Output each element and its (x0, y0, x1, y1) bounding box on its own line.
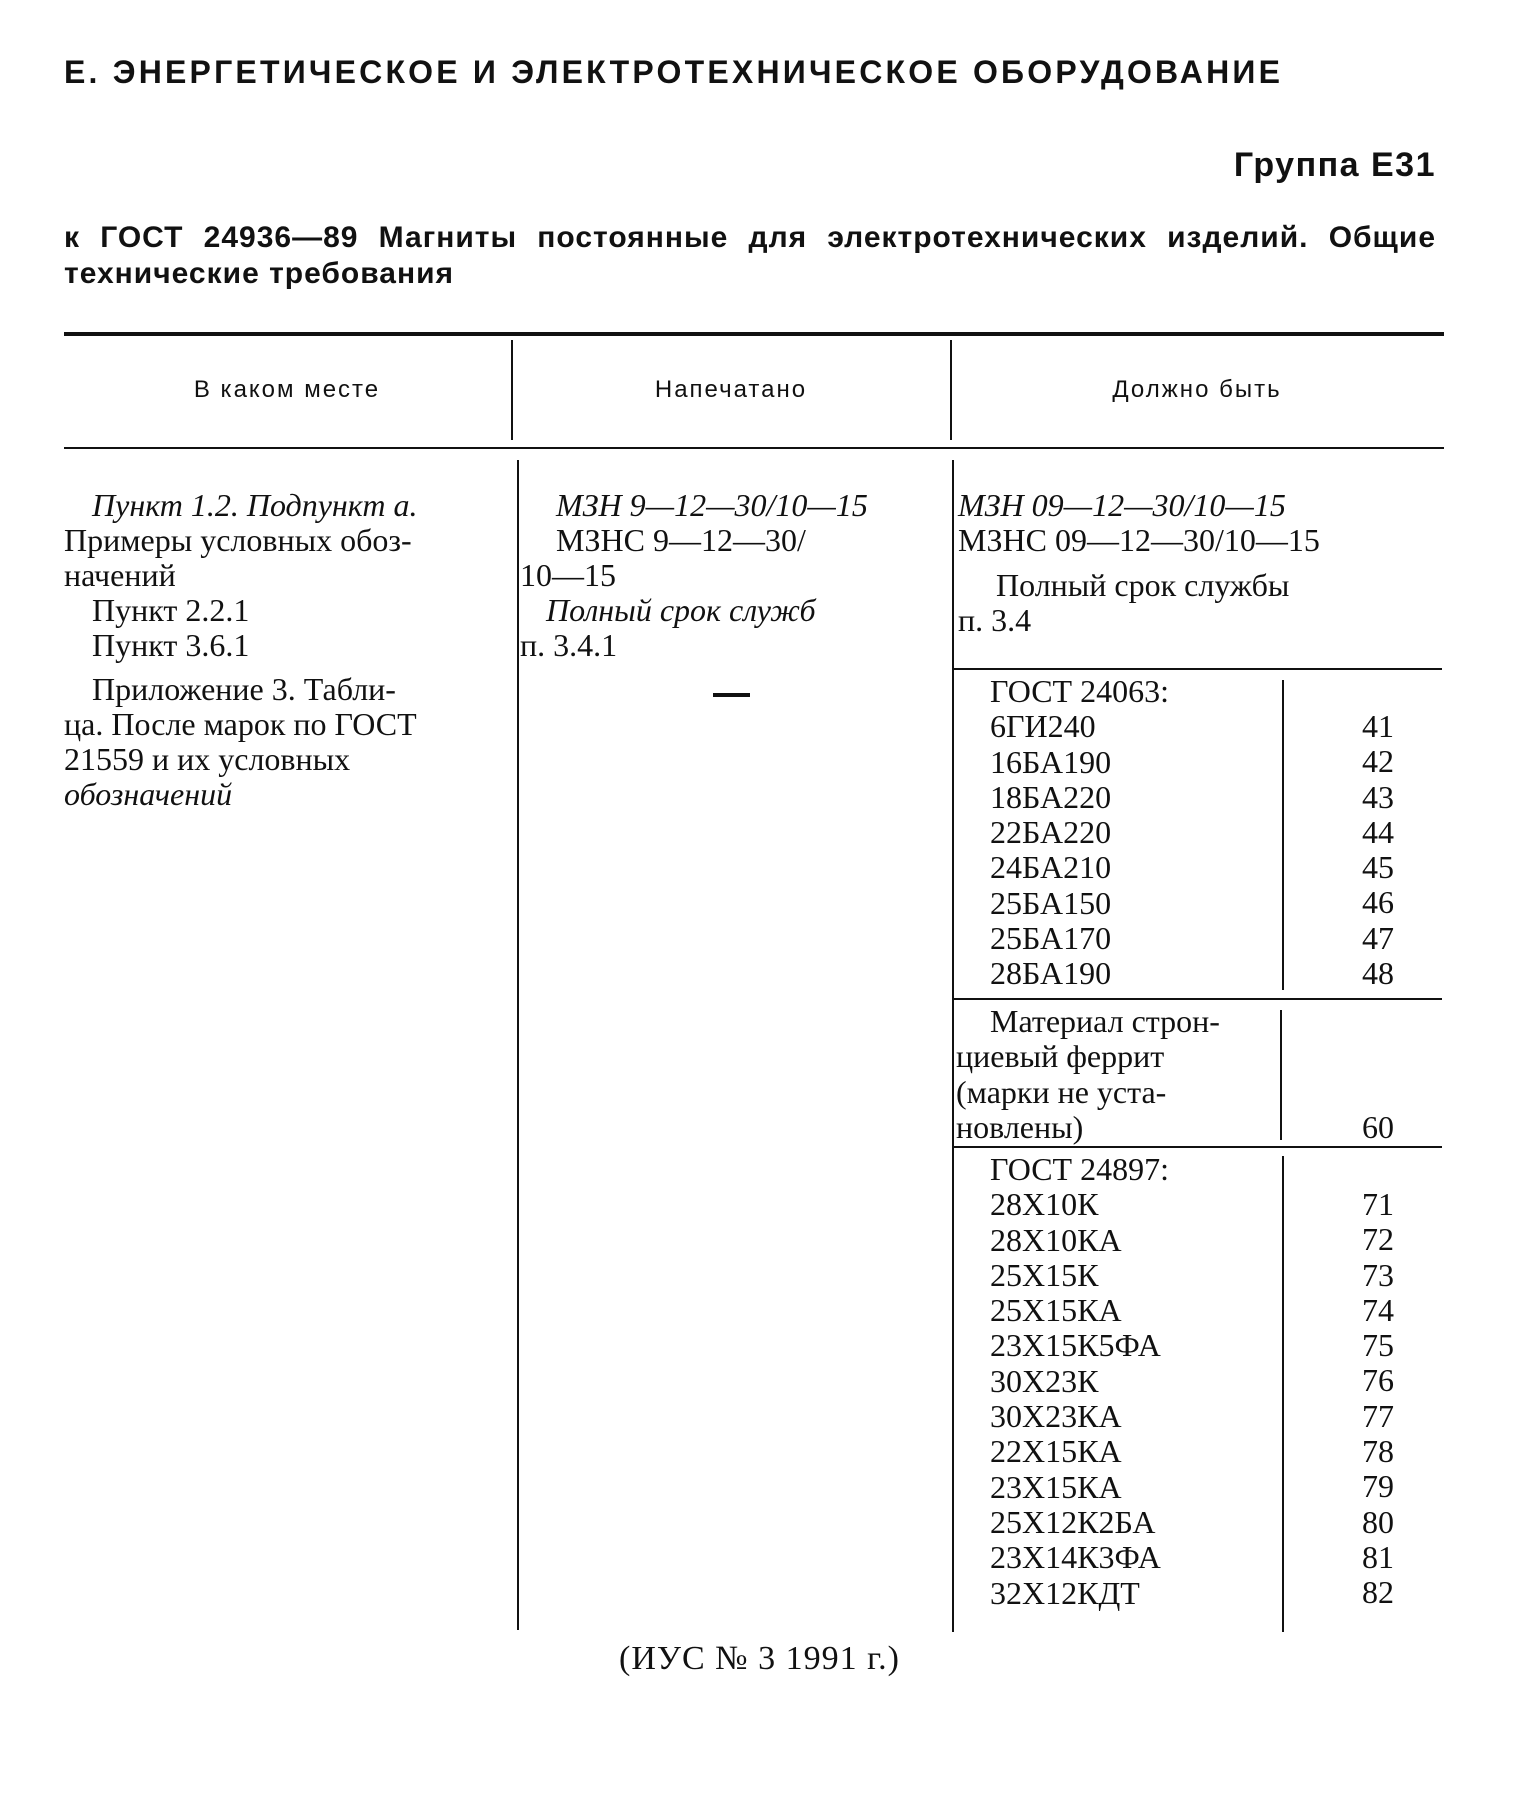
subtable-rule-3 (954, 1146, 1442, 1148)
list-item: 23Х15К5ФА (990, 1327, 1161, 1364)
list-item: 16БА190 (990, 743, 1112, 780)
list-item-code: 76 (1362, 1362, 1394, 1399)
gost-24063-title: ГОСТ 24063: (990, 673, 1169, 709)
subtable-divider-3 (1282, 1156, 1284, 1632)
list-item-code: 78 (1362, 1433, 1394, 1470)
list-item-code: 46 (1362, 884, 1394, 921)
column-divider-1-body (517, 460, 519, 1630)
location-cell (64, 488, 480, 812)
subtable-divider-1 (1282, 680, 1284, 990)
list-item: 22Х15КА (990, 1433, 1122, 1470)
subtable-rule-1 (954, 668, 1442, 670)
list-item-code: 80 (1362, 1503, 1394, 1540)
amendment-reference: к ГОСТ 24936—89 Магниты постоянные для электротехнических изделий. Общие технические требования (64, 221, 1436, 290)
list-item: 24БА210 (990, 849, 1112, 886)
header-should-be: Должно быть (1112, 376, 1282, 403)
correct-mznc: МЗНС 09—12—30/10—15 (958, 522, 1320, 558)
printed-mzn: МЗН 9—12—30/10—15 (556, 487, 868, 523)
table-top-rule (64, 332, 1444, 336)
list-item-code: 48 (1362, 955, 1394, 992)
list-item: 25Х15К (990, 1256, 1099, 1293)
printed-dash (713, 693, 750, 697)
material-code: 60 (1362, 1109, 1394, 1145)
printed-cell (520, 488, 950, 663)
list-item-code: 47 (1362, 919, 1394, 956)
subtable-rule-2 (954, 998, 1442, 1000)
list-item-code: 45 (1362, 849, 1394, 886)
list-item-code: 77 (1362, 1397, 1394, 1434)
printed-mznc: МЗНС 9—12—30/ (556, 522, 806, 558)
location-examples-line: Примеры условных обоз- (64, 522, 412, 558)
list-item-code: 41 (1362, 708, 1394, 744)
list-item-code: 73 (1362, 1256, 1394, 1293)
material-strontium-ferrite (956, 1004, 1272, 1145)
list-item: 32Х12КДТ (990, 1574, 1140, 1611)
location-appendix-line-3-text: 21559 и их условных (64, 741, 351, 777)
gost-24063-marks (990, 674, 1270, 992)
printed-service-life: Полный срок служб (546, 592, 816, 628)
location-appendix-line-3 (64, 742, 480, 777)
list-item-code: 75 (1362, 1327, 1394, 1364)
list-item-code: 81 (1362, 1538, 1394, 1575)
location-clause-2-2-1: Пункт 2.2.1 (92, 592, 250, 628)
list-item-code: 72 (1362, 1221, 1394, 1258)
list-item: 28Х10КА (990, 1221, 1122, 1258)
location-appendix-line-2: ца. После марок по ГОСТ (64, 706, 417, 742)
printed-mznc-cont: 10—15 (520, 557, 616, 593)
printed-clause: п. 3.4.1 (520, 627, 618, 663)
list-item: 22БА220 (990, 814, 1112, 851)
list-item-code: 71 (1362, 1186, 1394, 1222)
list-item-code: 44 (1362, 813, 1394, 850)
list-item-code: 79 (1362, 1468, 1394, 1505)
list-item: 23Х14К3ФА (990, 1539, 1161, 1576)
correct-mzn: МЗН 09—12—30/10—15 (958, 487, 1286, 523)
list-item-code: 42 (1362, 743, 1394, 780)
gost-24897-title: ГОСТ 24897: (990, 1151, 1169, 1187)
location-appendix-line-4: обозначений (64, 776, 233, 812)
material-line-1: Материал строн- (990, 1003, 1220, 1039)
list-item: 28БА190 (990, 955, 1112, 992)
section-title: Е. ЭНЕРГЕТИЧЕСКОЕ И ЭЛЕКТРОТЕХНИЧЕСКОЕ ОБОРУДОВАНИЕ (64, 54, 1284, 90)
list-item-code: 74 (1362, 1291, 1394, 1328)
list-item: 25БА170 (990, 920, 1112, 957)
table-header-rule (64, 447, 1444, 449)
group-label: Группа Е31 (1233, 146, 1436, 184)
gost-24897-codes (1290, 1187, 1394, 1611)
subtable-divider-2 (1280, 1010, 1282, 1140)
correct-service-life (958, 568, 1442, 603)
column-divider-2-body (952, 460, 954, 1632)
correct-clause: п. 3.4 (958, 602, 1032, 638)
location-clause-1-2: Пункт 1.2. Подпункт а. (92, 487, 418, 523)
list-item: 30Х23КА (990, 1398, 1122, 1435)
correct-service-life-text: Полный срок службы (996, 567, 1290, 603)
material-line-2: циевый феррит (956, 1038, 1165, 1075)
location-examples-end: начений (64, 557, 176, 593)
material-line-4: новлены) (956, 1108, 1084, 1145)
list-item-code: 43 (1362, 778, 1394, 815)
location-clause-3-6-1: Пункт 3.6.1 (92, 627, 250, 663)
list-item-code: 82 (1362, 1574, 1394, 1611)
list-item: 25Х15КА (990, 1292, 1122, 1329)
list-item: 6ГИ240 (990, 708, 1096, 745)
list-item: 25Х12К2БА (990, 1503, 1156, 1540)
header-printed: Напечатано (654, 376, 808, 403)
list-item: 23Х15КА (990, 1468, 1122, 1505)
location-appendix-3: Приложение 3. Табли- (92, 671, 396, 707)
list-item: 18БА220 (990, 778, 1112, 815)
list-item: 28Х10К (990, 1186, 1099, 1223)
footer-source: (ИУС № 3 1991 г.) (619, 1640, 900, 1677)
should-be-cell (958, 488, 1442, 638)
list-item: 30Х23К (990, 1362, 1099, 1399)
material-line-3: (марки не уста- (956, 1073, 1167, 1110)
header-location: В каком месте (193, 376, 381, 403)
gost-24063-codes (1290, 709, 1394, 991)
gost-24897-marks (990, 1152, 1270, 1611)
list-item: 25БА150 (990, 884, 1112, 921)
